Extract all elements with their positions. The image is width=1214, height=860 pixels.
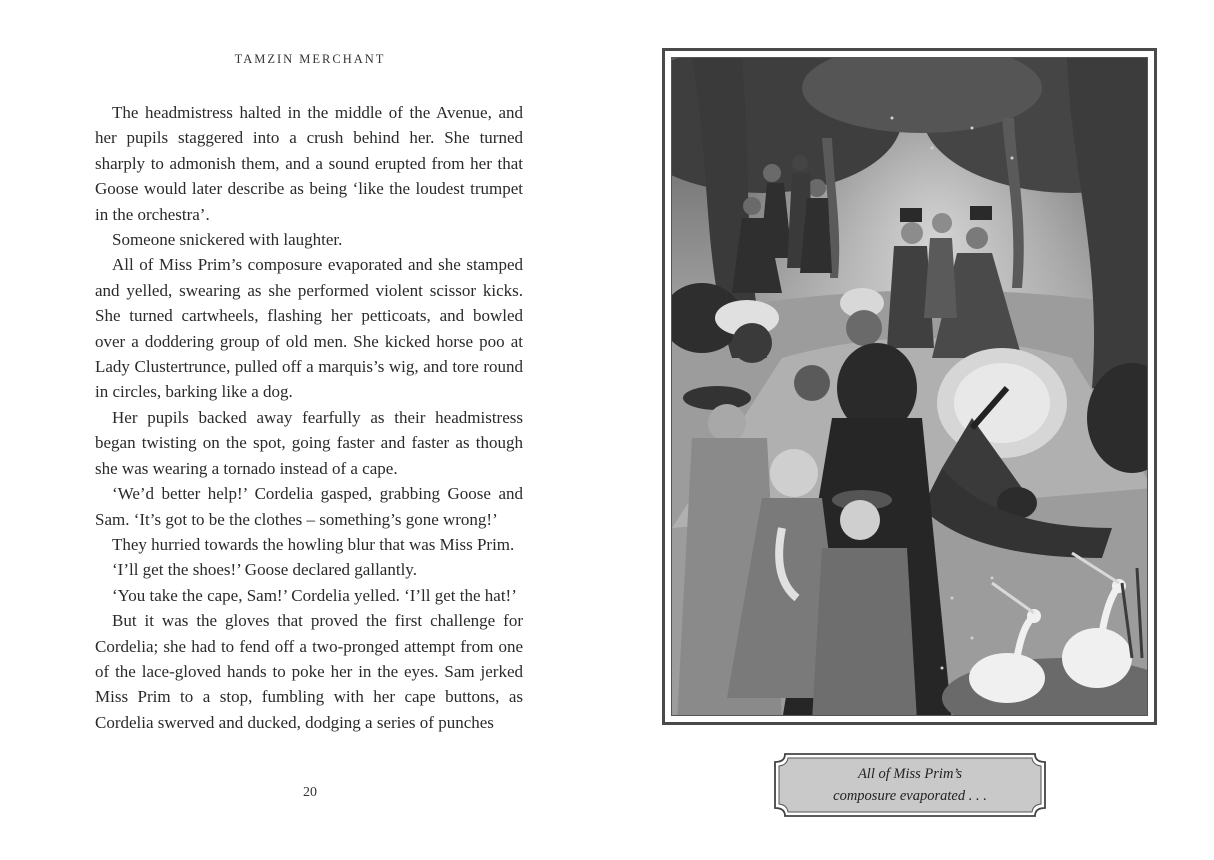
paragraph: But it was the gloves that proved the first challenge for Cordelia; she had to fend off a two-pronged attempt from one of the lace-gloved hands to poke her in the eyes. Sam jerked Miss Prim to a stop, fumbling with her cape buttons, as Cordelia swerved and ducked, dodging a series of punches bbox=[95, 611, 523, 732]
body-text bbox=[95, 100, 523, 735]
page-number: 20 bbox=[303, 785, 317, 800]
paragraph: ‘I’ll get the shoes!’ Goose declared gallantly. bbox=[112, 560, 417, 580]
park-scene-illustration bbox=[672, 58, 1148, 716]
paragraph: The headmistress halted in the middle of the Avenue, and her pupils staggered into a crush behind her. She turned sharply to admonish them, and a sound erupted from her that Goose would later describe as being ‘like the loudest trumpet in the orchestra’. bbox=[95, 103, 523, 224]
paragraph: They hurried towards the howling blur that was Miss Prim. bbox=[112, 534, 515, 554]
paragraph: Someone snickered with laughter. bbox=[112, 230, 343, 250]
paragraph: All of Miss Prim’s composure evaporated and she stamped and yelled, swearing as she performed violent scissor kicks. She turned cartwheels, flashing her petticoats, and bowled over a doddering group of old men. She kicked horse poo at Lady Clustertrunce, pulled off a marquis’s wig, and tore round in circles, barking like a dog. bbox=[95, 255, 523, 402]
caption-line: All of Miss Prim’s bbox=[857, 766, 963, 782]
running-head: TAMZIN MERCHANT bbox=[234, 52, 386, 66]
caption-text bbox=[773, 763, 1047, 807]
paragraph: Her pupils backed away fearfully as their headmistress began twisting on the spot, going faster and faster as though she was wearing a tornado instead of a cape. bbox=[95, 407, 523, 478]
caption-line: composure evaporated . . . bbox=[833, 788, 987, 804]
illustration bbox=[671, 57, 1148, 716]
paragraph: ‘We’d better help!’ Cordelia gasped, grabbing Goose and Sam. ‘It’s got to be the clothes – something’s gone wrong!’ bbox=[95, 484, 523, 529]
illustration-frame bbox=[662, 48, 1157, 725]
paragraph: ‘You take the cape, Sam!’ Cordelia yelled. ‘I’ll get the hat!’ bbox=[112, 585, 517, 605]
illustration-caption bbox=[773, 752, 1047, 818]
